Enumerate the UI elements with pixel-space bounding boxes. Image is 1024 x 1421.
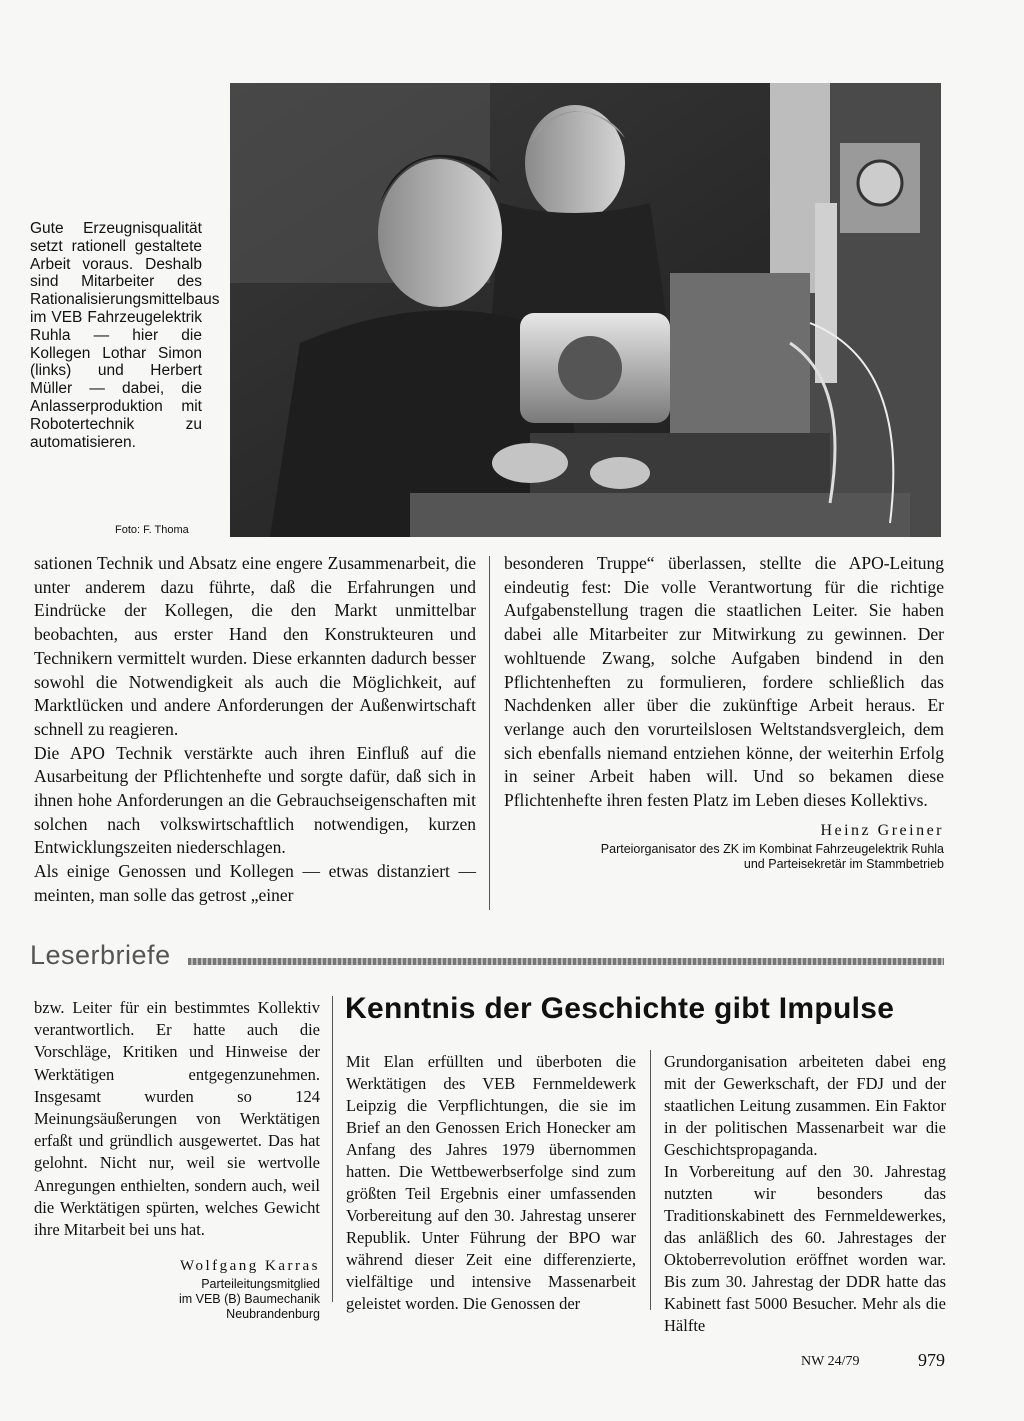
letter-2-paragraph: Mit Elan erfüllten und überboten die Werktätigen des VEB Fernmeldewerk Leipzig die Verpflichtungen, die sie im Brief an den Genossen Erich Honecker am Anfang des Jahres 1979 übernommen hatten. Die Wettbewerbserfolge sind zum größten Teil Ergebnis einer umfassenden Vorbereitung auf den 30. Jahrestag unserer Republik. Unter Führung der BPO war während dieser Zeit eine differenzierte, vielfältige und intensive Massenarbeit geleistet worden. Die Genossen der xyxy=(346,1052,636,1313)
issue-number: NW 24/79 xyxy=(801,1354,860,1369)
letter-2-column-1 xyxy=(346,1051,636,1315)
section-rule xyxy=(188,958,944,965)
article-author-role: und Parteisekretär im Stammbetrieb xyxy=(743,857,944,872)
letter-1 xyxy=(34,997,320,1322)
letter-2-column-2 xyxy=(664,1051,946,1337)
photo-credit: Foto: F. Thoma xyxy=(115,524,189,536)
letter-2-headline: Kenntnis der Geschichte gibt Impulse xyxy=(345,992,895,1025)
page-number: 979 xyxy=(918,1350,945,1370)
column-divider xyxy=(489,556,490,910)
article-paragraph: Die APO Technik verstärkte auch ihren Einfluß auf die Ausarbeitung der Pflichtenhefte und sorgte dafür, daß sich in ihnen hohe Anforderungen an die Gebrauchseigenschaften mit solchen nach volkswirtschaftlich notwendigen, kurzen Entwicklungszeiten niederschlagen. xyxy=(34,742,476,858)
article-column-1 xyxy=(34,552,476,908)
article-paragraph: besonderen Truppe“ überlassen, stellte die APO-Leitung eindeutig fest: Die volle Verantwortung für die richtige Aufgabenstellung tragen die staatlichen Leiter. Sie haben dabei alle Mitarbeiter zur Mitwirkung zu gewinnen. Der wohltuende Zwang, solche Aufgaben bindend in den Pflichtenheften zu formulieren, fordere schließlich das Nachdenken aller über die zukünftige Arbeit heraus. Er verlange auch den vorurteilslosen Weltstandsvergleich, dem sich ebenfalls niemand entziehen könne, der weiterhin Erfolg in seiner Arbeit haben will. Und so bekamen diese Pflichtenhefte ihren festen Platz im Leben dieses Kollektivs. xyxy=(504,553,944,811)
article-column-2 xyxy=(504,552,944,872)
column-divider xyxy=(650,1050,651,1310)
article-author: Heinz Greiner xyxy=(820,821,944,839)
section-title: Leserbriefe xyxy=(30,940,171,970)
photo-caption: Gute Erzeugnisqualität setzt rationell gestaltete Arbeit voraus. Deshalb sind Mitarbeiter des Rationalisierungsmittelbaus im VEB Fahrzeugelektrik Ruhla — hier die Kollegen Lothar Simon (links) und Herbert Müller — dabei, die Anlasserproduktion mit Robotertechnik zu automatisieren. xyxy=(30,220,220,451)
column-divider xyxy=(332,996,333,1302)
letter-2-paragraph: In Vorbereitung auf den 30. Jahrestag nutzten wir besonders das Traditionskabinett des Fernmeldewerkes, das anläßlich des 60. Jahrestages der Oktoberrevolution eröffnet worden war. Bis zum 30. Jahrestag der DDR hatte das Kabinett fast 5000 Besucher. Mehr als die Hälfte xyxy=(664,1162,946,1335)
workshop-photo xyxy=(230,83,941,537)
letter-2-paragraph: Grundorganisation arbeiteten dabei eng mit der Gewerkschaft, der FDJ und der staatlichen Leitung zusammen. Ein Faktor in der politischen Massenarbeit war die Geschichtspropaganda. xyxy=(664,1052,946,1159)
letter-1-role: im VEB (B) Baumechanik xyxy=(178,1292,320,1307)
article-author-role: Parteiorganisator des ZK im Kombinat Fahrzeugelektrik Ruhla xyxy=(600,842,944,857)
photo-illustration xyxy=(230,83,941,537)
letter-1-author: Wolfgang Karras xyxy=(179,1258,320,1275)
article-paragraph: sationen Technik und Absatz eine engere Zusammenarbeit, die unter anderem dazu führte, daß die Erfahrungen und Eindrücke der Kollegen, die den Markt unmittelbar beobachten, aus erster Hand den Konstrukteuren und Technikern vermittelt wurden. Diese erkannten dadurch besser sowohl die Notwendigkeit als auch die Möglichkeit, auf Marktlücken und andere Anforderungen der Außenwirtschaft schnell zu reagieren. xyxy=(34,553,476,739)
letter-1-role: Parteileitungsmitglied xyxy=(201,1277,320,1292)
letter-1-text: bzw. Leiter für ein bestimmtes Kollektiv verantwortlich. Er hatte auch die Vorschläge, Kritiken und Hinweise der Werktätigen entgegenzunehmen. Insgesamt wurden so 124 Meinungsäußerungen von Werktätigen erfaßt und gründlich ausgewertet. Das hat gelohnt. Nicht nur, weil sie wertvolle Anregungen enthielten, sondern auch, weil die Werktätigen spürten, welches Gewicht ihre Mitarbeit bei uns hat. xyxy=(34,998,320,1240)
letter-1-role: Neubrandenburg xyxy=(226,1307,320,1322)
article-paragraph: Als einige Genossen und Kollegen — etwas distanziert — meinten, man solle das getrost „einer xyxy=(34,861,476,905)
